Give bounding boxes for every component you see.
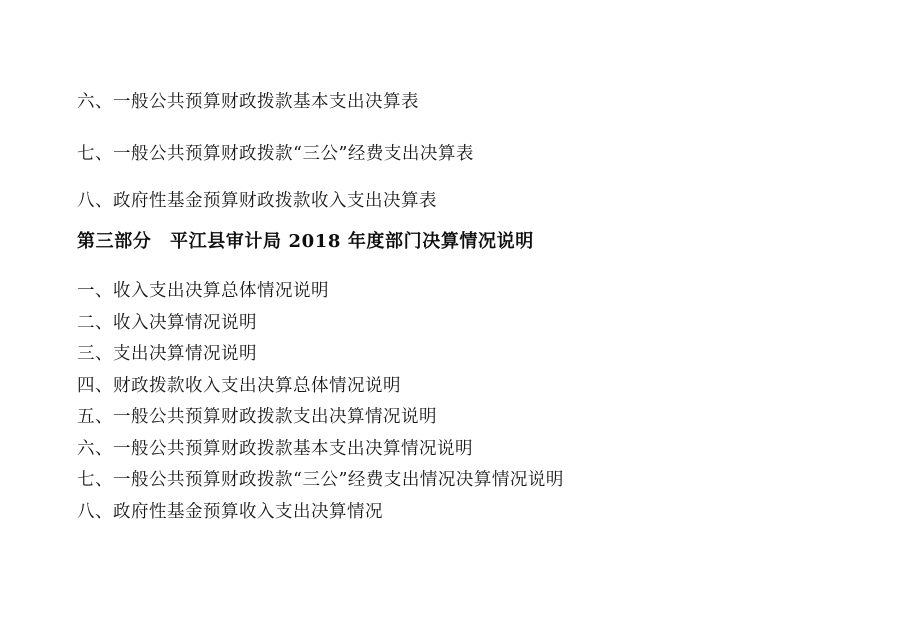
toc-item-part3-8: 八、政府性基金预算收入支出决算情况 [77,502,383,522]
toc-item-part3-6: 六、一般公共预算财政拨款基本支出决算情况说明 [77,439,473,459]
toc-item-part3-5: 五、一般公共预算财政拨款支出决算情况说明 [77,407,437,427]
part3-heading: 第三部分 平江县审计局 2018 年度部门决算情况说明 [77,231,534,252]
toc-item-part3-2: 二、收入决算情况说明 [77,313,257,333]
toc-item-part2-6: 六、一般公共预算财政拨款基本支出决算表 [77,92,419,112]
toc-item-part2-7: 七、一般公共预算财政拨款“三公”经费支出决算表 [77,144,474,164]
toc-item-part2-8: 八、政府性基金预算财政拨款收入支出决算表 [77,191,437,211]
toc-item-part3-4: 四、财政拨款收入支出决算总体情况说明 [77,376,401,396]
toc-item-part3-7: 七、一般公共预算财政拨款“三公”经费支出情况决算情况说明 [77,470,564,490]
toc-item-part3-3: 三、支出决算情况说明 [77,344,257,364]
toc-item-part3-1: 一、收入支出决算总体情况说明 [77,281,329,301]
